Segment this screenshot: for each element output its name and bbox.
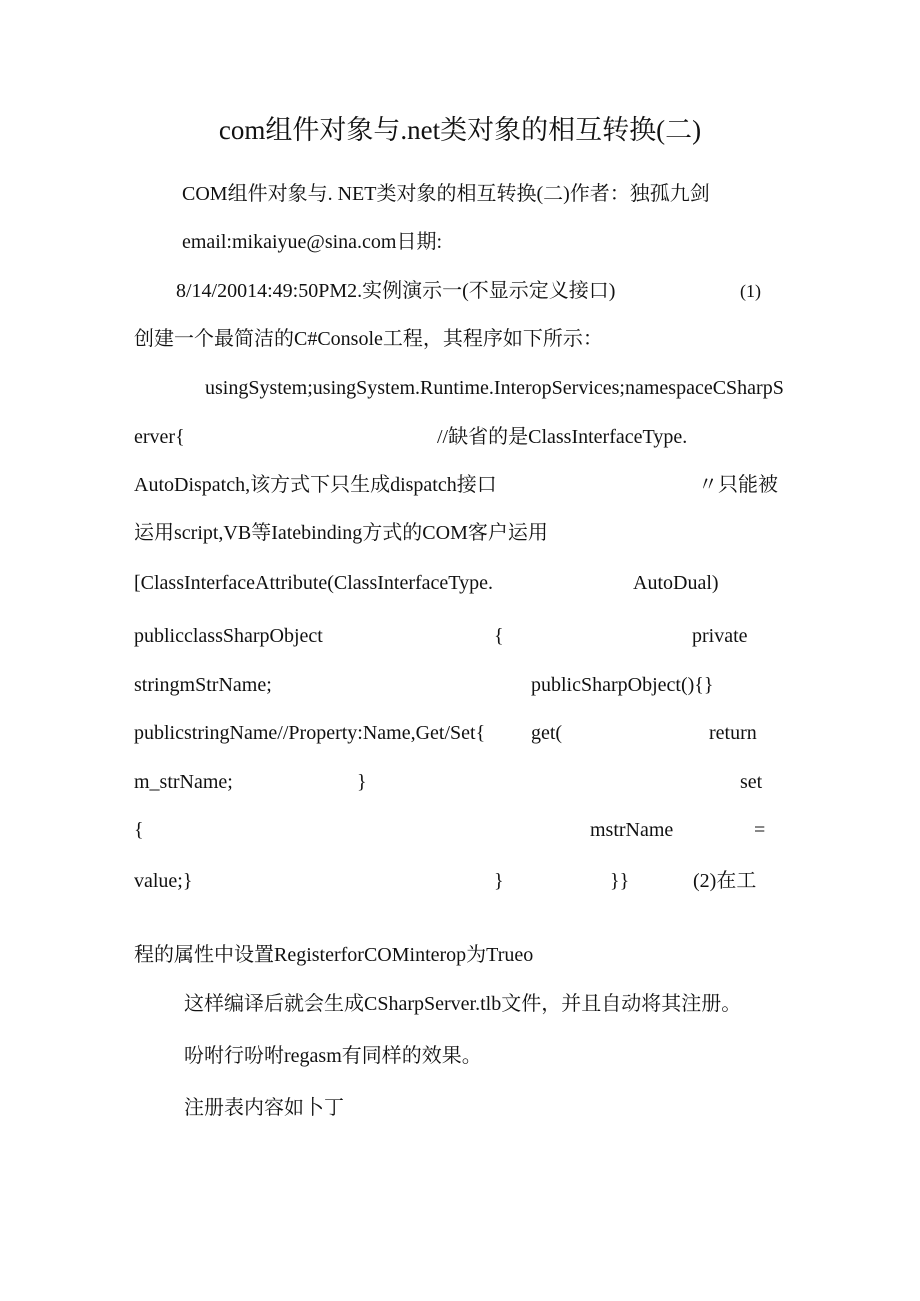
code-keyword-return: return <box>709 722 757 744</box>
code-assign-target: mstrName <box>590 819 674 841</box>
code-line-autodual: AutoDual) <box>633 572 719 594</box>
code-line-server: erver{ <box>134 426 185 448</box>
code-line-mstrname: m_strName; <box>134 771 233 793</box>
paragraph-register-setting: 程的属性中设置RegisterforCOMinterop为Trueo <box>134 944 534 966</box>
code-line-value: value;} <box>134 870 193 892</box>
email-line: email:mikaiyue@sina.com日期: <box>182 231 443 253</box>
code-keyword-private: private <box>692 625 748 647</box>
page-title: com组件对象与.net类对象的相互转换(二) <box>218 115 702 145</box>
code-brace-set-open: { <box>134 819 144 841</box>
code-comment-only: 〃只能被 <box>698 474 778 496</box>
code-brace-open: { <box>494 625 504 647</box>
paragraph-registry: 注册表内容如卜丁 <box>184 1097 344 1119</box>
code-brace-end-2: }} <box>610 870 630 892</box>
step-two-start: (2)在工 <box>693 870 757 892</box>
paragraph-compile-result: 这样编译后就会生成CSharpServer.tlb文件，并且自动将其注册。 <box>184 993 742 1015</box>
code-keyword-get: get( <box>531 722 563 744</box>
code-line-property: publicstringName//Property:Name,Get/Set{ <box>134 722 486 744</box>
code-brace-end-1: } <box>494 870 504 892</box>
date-line: 8/14/20014:49:50PM2.实例演示一(不显示定义接口) <box>176 280 616 302</box>
paragraph-create-project: 创建一个最简洁的C#Console工程，其程序如下所示： <box>134 328 603 350</box>
code-keyword-set: set <box>740 771 763 793</box>
code-assign-operator: = <box>754 819 766 841</box>
code-line-using: usingSystem;usingSystem.Runtime.InteropServices;namespaceCSharpS <box>205 377 784 399</box>
code-line-class: publicclassSharpObject <box>134 625 323 647</box>
code-line-field: stringmStrName; <box>134 674 272 696</box>
code-line-script: 运用script,VB等Iatebinding方式的COM客户运用 <box>134 522 548 544</box>
code-brace-close: } <box>357 771 367 793</box>
author-line: COM组件对象与. NET类对象的相互转换(二)作者：独孤九剑 <box>182 183 710 205</box>
code-comment-default: //缺省的是ClassInterfaceType. <box>437 426 688 448</box>
step-number: (1) <box>740 281 761 301</box>
code-line-autodispatch: AutoDispatch,该方式下只生成dispatch接口 <box>134 474 497 496</box>
code-line-attribute: [ClassInterfaceAttribute(ClassInterfaceType. <box>134 572 493 594</box>
code-line-constructor: publicSharpObject(){} <box>531 674 714 696</box>
paragraph-regasm: 吩咐行吩咐regasm有同样的效果。 <box>184 1045 482 1067</box>
